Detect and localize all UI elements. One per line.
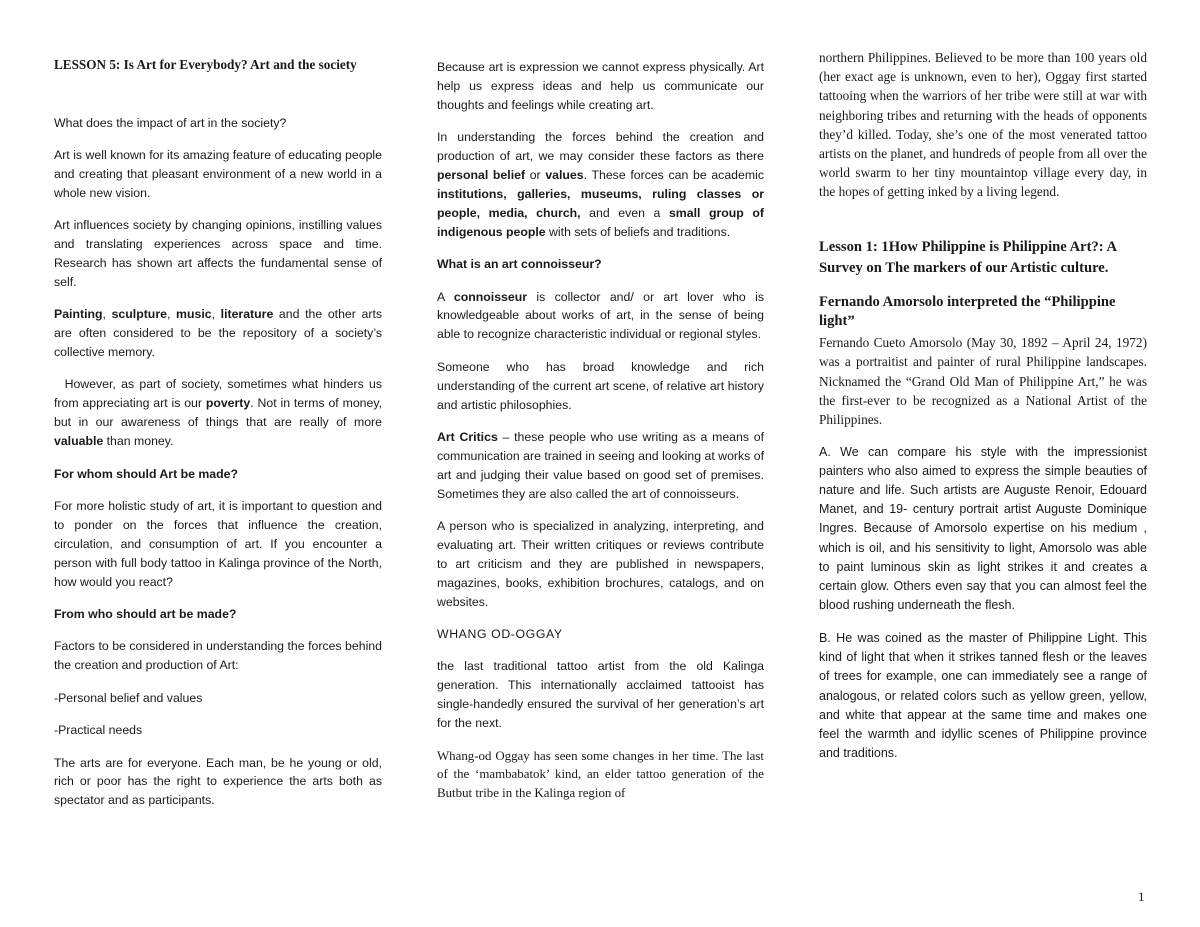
column-1 (54, 56, 386, 824)
forces-text-5: with sets of beliefs and traditions. (545, 224, 731, 239)
paragraph-amorsolo-bio: Fernando Cueto Amorsolo (May 30, 1892 – April 24, 1972) was a portraitist and painter of rural Philippine landscapes. Nicknamed the “Grand Old Man of Philippine Art,” he was the first-ever to be recognized as a National Artist of the Philippines. (819, 335, 1147, 427)
critics-text: – these people who use writing as a means of communication are trained in seeing and looking at works of art and judging their value based on good set of premises. Sometimes they are also called the art of connoisseurs. (437, 430, 764, 501)
bold-personal-belief: personal belief (437, 168, 526, 183)
paragraph-everyone: The arts are for everyone. Each man, be he young or old, rich or poor has the right to experience the arts both as spectator and as participants. (54, 755, 382, 808)
poverty-text-3: than money. (103, 434, 174, 449)
lesson-5-title: LESSON 5: Is Art for Everybody? Art and the society (54, 57, 357, 72)
heading-from-who (54, 605, 382, 624)
bold-painting: Painting (54, 307, 103, 322)
bold-indigenous-group: small group of indigenous people (437, 205, 765, 239)
paragraph-repository: Painting, sculpture, music, literature and the other arts are often considered to be the repository of a society’s collective memory. (54, 307, 383, 360)
connoisseur-text-2: is collector and/ or art lover who is knowledgeable about works of art, in the sense of being able to recognize characteristic individual or regional styles. (437, 289, 764, 342)
bold-art-critics: Art Critics (437, 430, 498, 444)
forces-text-2: or (525, 168, 546, 183)
paragraph-factors: Factors to be considered in understanding the forces behind the creation and production of Art: (54, 639, 382, 673)
bold-poverty: poverty (205, 396, 251, 411)
column-3 (819, 48, 1147, 777)
page-number: 1 (1138, 889, 1145, 904)
bold-valuable: valuable (54, 434, 104, 449)
bold-literature: literature (220, 307, 274, 322)
paragraph-holistic: For more holistic study of art, it is important to question and to ponder on the forces that influence the creation, circulation, and consumption of art. If you encounter a person with full body tattoo in Kalinga province of the North, how would you react? (54, 499, 382, 589)
paragraph-expression: Because art is expression we cannot express physically. Art help us express ideas and help us communicate our thoughts and feelings while creating art. (437, 60, 764, 112)
bold-values: values (545, 168, 584, 183)
heading-connoisseur-text: What is an art connoisseur? (437, 257, 602, 272)
poverty-text-1: However, as part of society, sometimes what hinders us from appreciating art is our (54, 377, 386, 411)
bold-institutions: institutions, galleries, museums, ruling classes or people, media, church, (437, 186, 764, 220)
forces-text-3: . These forces can be academic (583, 168, 764, 183)
list-item-personal: -Personal belief and values (54, 690, 203, 705)
spacer (54, 88, 382, 114)
spacer (819, 215, 1147, 237)
forces-text-4: and even a (580, 205, 669, 220)
paragraph-educating: Art is well known for its amazing feature of educating people and creating that pleasant environment of a new world in a whole new vision. (54, 147, 382, 200)
paragraph-last-tattoo-artist: the last traditional tattoo artist from the old Kalinga generation. This internationally acclaimed tattooist has single-handedly ensured the survival of her generation’s art for the next. (437, 659, 764, 731)
heading-for-whom-text: For whom should Art be made? (54, 466, 239, 481)
paragraph-someone: Someone who has broad knowledge and rich understanding of the current art scene, of relative art history and artistic philosophies. (437, 359, 764, 412)
paragraph-a: A. We can compare his style with the impressionist painters who also aimed to express the simple beauties of nature and life. Such artists are Auguste Renoir, Edouard Manet, and 19- century portrait artist Auguste Dominique Ingres. Because of Amorsolo expertise on his medium , which is oil, and his sensitivity to light, Amorsolo was able to paint luminous skin as light strikes it and creates a certain glow. Others even say that you can almost feel the blood rushing underneath the flesh. (819, 444, 1147, 613)
bold-sculpture: sculpture (111, 307, 167, 322)
forces-text-1: In understanding the forces behind the creation and production of art, we may consider these factors as there (437, 130, 764, 164)
lesson-1-title: Lesson 1: 1How Philippine is Philippine Art?: A Survey on The markers of our Artistic culture. (819, 239, 1117, 277)
paragraph-specialized: A person who is specialized in analyzing, interpreting, and evaluating art. Their written critiques or reviews contribute to art criticism and they are published in newspapers, magazines, books, exhibition brochures, catalogs, and on websites. (437, 519, 764, 609)
paragraph-critics (437, 428, 764, 504)
question-impact: What does the impact of art in the society? (54, 115, 287, 130)
list-item-practical: -Practical needs (54, 723, 143, 738)
connoisseur-text-1: A (437, 289, 454, 304)
paragraph-northern: northern Philippines. Believed to be more than 100 years old (her exact age is unknown, even to her), Oggay first started tattooing when the warriors of her tribe were still at war with neighboring tribes and returning with the heads of opponents they’d killed. Today, she’s one of the most venerated tattoo artists on the planet, and hundreds of people from all over the world swarm to her tiny mountaintop village every day, in the hopes of getting inked by a living legend. (819, 50, 1147, 200)
poverty-text-2: . Not in terms of money, but in our awareness of things that are really of more (54, 396, 386, 430)
bold-music: music (176, 307, 212, 322)
bold-connoisseur: connoisseur (453, 289, 528, 304)
heading-whang-od: WHANG OD-OGGAY (437, 627, 563, 642)
column-2 (437, 58, 764, 816)
paragraph-poverty (54, 375, 386, 451)
paragraph-connoisseur (437, 288, 764, 345)
heading-from-who-text: From who should art be made? (54, 607, 237, 622)
paragraph-changes: Whang-od Oggay has seen some changes in her time. The last of the ‘mambabatok’ kind, an elder tattoo generation of the Butbut tribe in the Kalinga region of (437, 748, 764, 801)
repository-rest: and the other arts are often considered to be the repository of a society’s collective memory. (54, 307, 383, 360)
paragraph-influences: Art influences society by changing opinions, instilling values and translating experiences across space and time. Research has shown art affects the fundamental sense of self. (54, 218, 382, 289)
heading-connoisseur (437, 255, 764, 274)
paragraph-b: B. He was coined as the master of Philippine Light. This kind of light that when it strikes tanned flesh or the leaves of trees for example, one can immediately see a range of analogous, or related colors such as yellow green, yellow, and white that appear at the same time and makes one feel the warmth and idyllic scenes of Philippine province and traditions. (819, 630, 1147, 761)
heading-for-whom (54, 465, 382, 484)
heading-amorsolo: Fernando Amorsolo interpreted the “Philippine light” (819, 294, 1116, 330)
paragraph-forces (437, 128, 764, 241)
